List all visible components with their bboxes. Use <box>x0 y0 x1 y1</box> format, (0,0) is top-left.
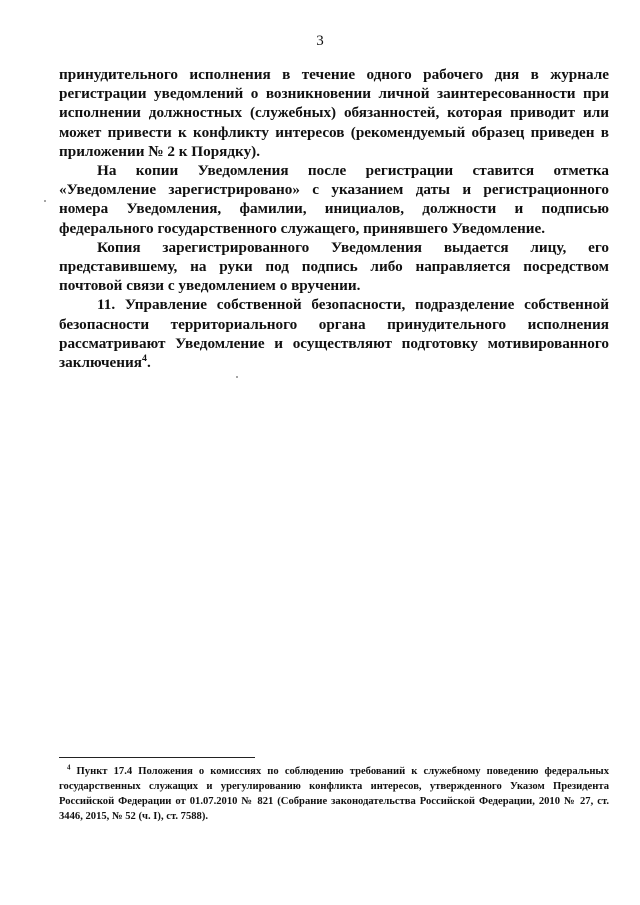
paragraph-copy-issuance: Копия зарегистрированного Уведомления выдается лицу, его представившему, на руки под подпись либо направляется посредством почтовой связи с уведомлением о вручении. <box>59 238 609 295</box>
footnote-text: Пункт 17.4 Положения о комиссиях по соблюдению требований к служебному поведению федеральных государственных служащих и урегулированию конфликта интересов, утвержденного Указом Президента Российской Федерации от 01.07.2010 № 821 (Собрание законодательства Российской Федерации, 2010 № 27, ст. 3446, 2015, № 52 (ч. I), ст. 7588). <box>59 766 609 822</box>
footnote-divider <box>59 757 255 758</box>
scan-speck <box>236 376 238 378</box>
paragraph-item-11 <box>59 295 609 372</box>
footnote-reference[interactable]: 4 <box>142 352 147 364</box>
footnote <box>59 764 609 824</box>
paragraph-continuation: принудительного исполнения в течение одного рабочего дня в журнале регистрации уведомлений о возникновении личной заинтересованности при исполнении должностных (служебных) обязанностей, которая приводит или может привести к конфликту интересов (рекомендуемый образец приведен в приложении № 2 к Порядку). <box>59 66 609 160</box>
paragraph-item-11-end: . <box>146 354 151 372</box>
body-text <box>59 65 609 372</box>
page-number: 3 <box>316 33 324 49</box>
scan-speck <box>44 200 46 202</box>
footnote-paragraph <box>59 764 609 824</box>
paragraph-item-11-text: 11. Управление собственной безопасности, подразделение собственной безопасности территориального органа принудительного исполнения рассматривают Уведомление и осуществляют подготовку мотивированного заключения <box>59 296 609 372</box>
paragraph-registration-mark: На копии Уведомления после регистрации ставится отметка «Уведомление зарегистрировано» с указанием даты и регистрационного номера Уведомления, фамилии, инициалов, должности и подписью федерального государственного служащего, принявшего Уведомление. <box>59 162 609 237</box>
footnote-marker: 4 <box>67 764 71 772</box>
